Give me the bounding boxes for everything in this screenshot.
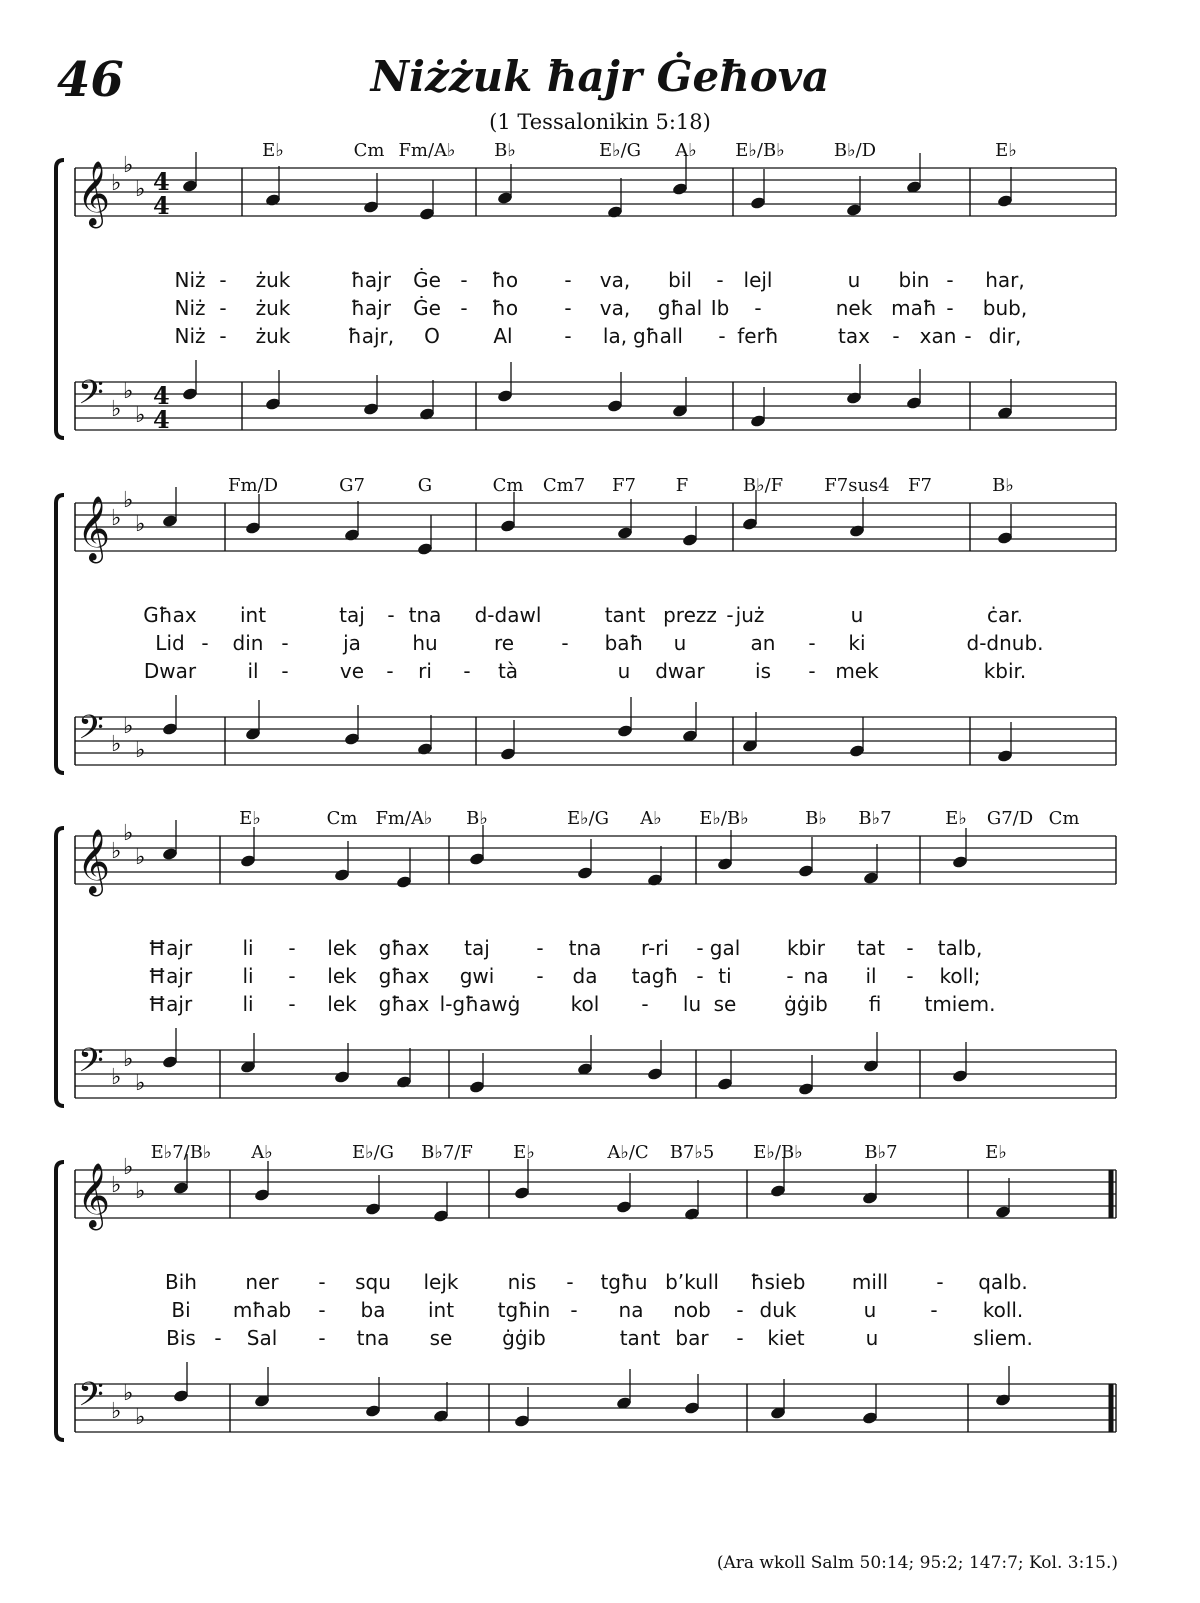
time-signature-top: 4 <box>153 381 170 410</box>
lyric-syllable: qalb. <box>978 1270 1028 1294</box>
chord-symbol: E♭/G <box>566 808 610 829</box>
lyric-syllable: prezz <box>663 603 717 627</box>
lyric-syllable: kbir. <box>983 659 1027 683</box>
flat-icon: ♭ <box>135 738 146 763</box>
scripture-reference: (1 Tessalonikin 5:18) <box>489 110 711 134</box>
syllable-hyphen: - <box>641 992 649 1016</box>
system-2 <box>0 475 1200 795</box>
lyric-syllable: tax <box>838 324 870 348</box>
flat-icon: ♭ <box>135 845 146 870</box>
syllable-hyphen: - <box>564 324 572 348</box>
chord-symbol: Cm <box>492 475 524 496</box>
flat-icon: ♭ <box>123 153 134 178</box>
lyric-syllable: dir, <box>988 324 1022 348</box>
chord-symbol: E♭ <box>513 1142 535 1163</box>
time-signature-bottom: 4 <box>153 191 170 220</box>
lyric-syllable: kbir <box>786 936 826 960</box>
lyric-syllable: u <box>617 659 631 683</box>
lyric-syllable: ġġib <box>502 1326 546 1350</box>
lyric-syllable: għax <box>378 936 430 960</box>
chord-symbol: E♭ <box>945 808 967 829</box>
lyric-syllable: ħo <box>491 268 519 292</box>
lyric-syllable: li <box>242 936 254 960</box>
flat-icon: ♭ <box>111 839 122 864</box>
lyric-line-verse-3 <box>0 992 1200 1018</box>
lyric-syllable: b’kull <box>665 1270 719 1294</box>
lyric-syllable: Ib <box>710 296 730 320</box>
lyric-syllable: żuk <box>255 268 291 292</box>
lyric-syllable: dwar <box>655 659 705 683</box>
lyric-syllable: koll; <box>939 964 981 988</box>
lyric-syllable: żuk <box>255 296 291 320</box>
chord-symbol: F7 <box>908 475 932 496</box>
syllable-hyphen: - <box>463 659 471 683</box>
flat-icon: ♭ <box>135 1179 146 1204</box>
treble-clef-icon: 𝄞 <box>77 496 111 561</box>
syllable-hyphen: - <box>754 296 762 320</box>
lyric-syllable: xan <box>919 324 957 348</box>
flat-icon: ♭ <box>111 732 122 757</box>
lyric-line-verse-1 <box>0 268 1200 294</box>
chord-symbol: E♭ <box>239 808 261 829</box>
lyric-syllable: lek <box>327 964 357 988</box>
bass-clef-icon: 𝄢 <box>78 1376 104 1422</box>
lyric-syllable: ġġib <box>784 992 828 1016</box>
chord-symbol: G <box>417 475 433 496</box>
lyric-syllable: bub, <box>982 296 1028 320</box>
chord-symbol: E♭7/B♭ <box>150 1142 212 1163</box>
syllable-hyphen: - <box>214 1326 222 1350</box>
syllable-hyphen: - <box>946 296 954 320</box>
lyric-syllable: u <box>865 1326 879 1350</box>
lyric-syllable: ri <box>418 659 432 683</box>
lyric-syllable: ki <box>848 631 866 655</box>
lyric-syllable: Niż <box>174 268 206 292</box>
lyric-syllable: maħ <box>891 296 937 320</box>
syllable-hyphen: - <box>726 603 734 627</box>
lyric-syllable: għal <box>657 296 703 320</box>
chord-symbol: B♭ <box>992 475 1014 496</box>
syllable-hyphen: - <box>318 1326 326 1350</box>
syllable-hyphen: - <box>564 296 572 320</box>
chord-symbol: B♭7/F <box>421 1142 473 1163</box>
chord-symbol: E♭/B♭ <box>699 808 749 829</box>
syllable-hyphen: - <box>696 936 704 960</box>
chord-symbol: A♭ <box>640 808 662 829</box>
lyric-syllable: gwi <box>459 964 495 988</box>
chord-symbol: B♭7 <box>864 1142 898 1163</box>
lyric-line-verse-3 <box>0 324 1200 350</box>
lyric-syllable: bin <box>898 268 930 292</box>
lyric-syllable: va, <box>599 268 631 292</box>
lyric-syllable: bar <box>675 1326 709 1350</box>
lyric-syllable: koll. <box>982 1298 1024 1322</box>
syllable-hyphen: - <box>716 268 724 292</box>
lyric-syllable: l-għawġ <box>439 992 521 1016</box>
bass-clef-icon: 𝄢 <box>78 1042 104 1088</box>
syllable-hyphen: - <box>288 936 296 960</box>
song-title: Niżżuk ħajr Ġeħova <box>370 52 830 101</box>
lyric-syllable: la, <box>602 324 628 348</box>
chord-symbol: B♭/F <box>742 475 784 496</box>
lyric-line-verse-2 <box>0 631 1200 657</box>
lyric-syllable: d-dawl <box>474 603 542 627</box>
lyric-syllable: taj <box>464 936 490 960</box>
lyric-syllable: se <box>713 992 737 1016</box>
lyric-syllable: ferħ <box>737 324 779 348</box>
chord-symbol: E♭/B♭ <box>753 1142 803 1163</box>
lyric-syllable: tà <box>497 659 519 683</box>
syllable-hyphen: - <box>536 964 544 988</box>
syllable-hyphen: - <box>318 1298 326 1322</box>
bass-clef-icon: 𝄢 <box>78 374 104 420</box>
lyric-syllable: nob <box>673 1298 711 1322</box>
chord-symbol: B♭ <box>466 808 488 829</box>
time-signature-bottom: 4 <box>153 405 170 434</box>
lyric-syllable: va, <box>599 296 631 320</box>
system-4 <box>0 1142 1200 1462</box>
lyric-syllable: ba <box>360 1298 386 1322</box>
lyric-syllable: Ħajr <box>147 992 193 1016</box>
lyric-syllable: tna <box>408 603 442 627</box>
lyric-syllable: il <box>865 964 877 988</box>
system-1 <box>0 140 1200 460</box>
syllable-hyphen: - <box>906 964 914 988</box>
lyric-syllable: Niż <box>174 324 206 348</box>
lyric-syllable: kol <box>570 992 600 1016</box>
lyric-syllable: squ <box>355 1270 391 1294</box>
lyric-syllable: Lid <box>155 631 185 655</box>
lyric-syllable: gal <box>709 936 741 960</box>
lyric-syllable: u <box>863 1298 877 1322</box>
syllable-hyphen: - <box>906 936 914 960</box>
flat-icon: ♭ <box>111 506 122 531</box>
treble-clef-icon: 𝄞 <box>77 161 111 226</box>
chord-symbol: E♭ <box>985 1142 1007 1163</box>
lyric-syllable: bil <box>668 268 692 292</box>
lyric-syllable: lu <box>682 992 702 1016</box>
chord-symbol: Fm/A♭ <box>375 808 433 829</box>
lyric-syllable: tna <box>356 1326 390 1350</box>
syllable-hyphen: - <box>786 964 794 988</box>
lyric-syllable: Dwar <box>143 659 197 683</box>
chord-symbol: Cm <box>326 808 358 829</box>
lyric-syllable: u <box>673 631 687 655</box>
syllable-hyphen: - <box>736 1326 744 1350</box>
lyric-syllable: ja <box>343 631 361 655</box>
lyric-syllable: tant <box>604 603 646 627</box>
lyric-syllable: il <box>247 659 259 683</box>
lyric-syllable: lek <box>327 936 357 960</box>
chord-symbol: A♭/C <box>607 1142 649 1163</box>
lyric-syllable: ħajr <box>351 268 391 292</box>
lyric-syllable: ħajr <box>351 296 391 320</box>
flat-icon: ♭ <box>123 1381 134 1406</box>
syllable-hyphen: - <box>892 324 900 348</box>
lyric-line-verse-1 <box>0 936 1200 962</box>
lyric-syllable: Sal <box>246 1326 278 1350</box>
treble-clef-icon: 𝄞 <box>77 829 111 894</box>
syllable-hyphen: - <box>570 1298 578 1322</box>
lyric-syllable: ti <box>718 964 732 988</box>
flat-icon: ♭ <box>111 397 122 422</box>
lyric-syllable: tagħ <box>631 964 679 988</box>
syllable-hyphen: - <box>536 936 544 960</box>
lyric-syllable: an <box>750 631 776 655</box>
chord-symbol: E♭ <box>262 140 284 161</box>
flat-icon: ♭ <box>123 714 134 739</box>
chord-symbol: E♭/G <box>598 140 642 161</box>
lyric-syllable: lejk <box>423 1270 459 1294</box>
time-signature-top: 4 <box>153 167 170 196</box>
lyric-syllable: li <box>242 964 254 988</box>
chord-symbol: Fm/D <box>227 475 279 496</box>
chord-symbol: B♭/D <box>833 140 877 161</box>
lyric-syllable: int <box>427 1298 455 1322</box>
system-3 <box>0 808 1200 1128</box>
lyric-syllable: re <box>493 631 515 655</box>
chord-symbol: B7♭5 <box>669 1142 715 1163</box>
lyric-syllable: O <box>424 324 440 348</box>
lyric-syllable: Bi <box>171 1298 191 1322</box>
lyric-syllable: da <box>572 964 598 988</box>
lyric-syllable: Ħajr <box>147 964 193 988</box>
chord-symbol: A♭ <box>675 140 697 161</box>
syllable-hyphen: - <box>219 296 227 320</box>
chord-symbol: G7/D <box>986 808 1034 829</box>
chord-symbol: E♭ <box>995 140 1017 161</box>
lyric-syllable: na <box>618 1298 644 1322</box>
chord-symbol: F <box>675 475 689 496</box>
lyric-syllable: talb, <box>937 936 983 960</box>
chord-symbol: G7 <box>339 475 365 496</box>
flat-icon: ♭ <box>123 1155 134 1180</box>
syllable-hyphen: - <box>936 1270 944 1294</box>
chord-symbol: B♭7 <box>858 808 892 829</box>
chord-symbol: E♭/G <box>351 1142 395 1163</box>
lyric-syllable: Għax <box>143 603 197 627</box>
lyric-syllable: taj <box>339 603 365 627</box>
chord-symbol: A♭ <box>251 1142 273 1163</box>
syllable-hyphen: - <box>696 964 704 988</box>
flat-icon: ♭ <box>135 1405 146 1430</box>
lyric-syllable: har, <box>985 268 1025 292</box>
lyric-syllable: Ġe <box>413 268 441 292</box>
lyric-syllable: u <box>850 603 864 627</box>
flat-icon: ♭ <box>111 171 122 196</box>
lyric-syllable: hu <box>412 631 438 655</box>
flat-icon: ♭ <box>123 488 134 513</box>
flat-icon: ♭ <box>135 512 146 537</box>
syllable-hyphen: - <box>718 324 726 348</box>
flat-icon: ♭ <box>135 177 146 202</box>
lyric-syllable: Ġe <box>413 296 441 320</box>
syllable-hyphen: - <box>288 964 296 988</box>
lyric-syllable: ħsieb <box>750 1270 806 1294</box>
footnote: (Ara wkoll Salm 50:14; 95:2; 147:7; Kol. 3:15.) <box>716 1553 1118 1573</box>
syllable-hyphen: - <box>219 268 227 292</box>
syllable-hyphen: - <box>808 659 816 683</box>
flat-icon: ♭ <box>111 1065 122 1090</box>
lyric-syllable: nek <box>835 296 873 320</box>
lyric-syllable: għax <box>378 992 430 1016</box>
lyric-syllable: kiet <box>767 1326 805 1350</box>
lyric-syllable: tat <box>857 936 885 960</box>
lyric-line-verse-1 <box>0 603 1200 629</box>
bass-clef-icon: 𝄢 <box>78 709 104 755</box>
lyric-syllable: na <box>803 964 829 988</box>
lyric-syllable: już <box>735 603 765 627</box>
lyric-syllable: għax <box>378 964 430 988</box>
lyric-syllable: li <box>242 992 254 1016</box>
lyric-syllable: fi <box>868 992 882 1016</box>
syllable-hyphen: - <box>964 324 972 348</box>
flat-icon: ♭ <box>111 1399 122 1424</box>
syllable-hyphen: - <box>808 631 816 655</box>
syllable-hyphen: - <box>281 659 289 683</box>
lyric-syllable: nis <box>507 1270 537 1294</box>
syllable-hyphen: - <box>566 1270 574 1294</box>
lyric-line-verse-2 <box>0 1298 1200 1324</box>
lyric-syllable: tmiem. <box>924 992 996 1016</box>
lyric-syllable: u <box>847 268 861 292</box>
syllable-hyphen: - <box>386 659 394 683</box>
lyric-syllable: ħo <box>491 296 519 320</box>
syllable-hyphen: - <box>318 1270 326 1294</box>
lyric-syllable: lejl <box>743 268 773 292</box>
lyric-syllable: Bis <box>166 1326 196 1350</box>
lyric-syllable: tna <box>568 936 602 960</box>
flat-icon: ♭ <box>123 821 134 846</box>
syllable-hyphen: - <box>460 296 468 320</box>
lyric-syllable: ċar. <box>987 603 1023 627</box>
lyric-line-verse-2 <box>0 964 1200 990</box>
syllable-hyphen: - <box>219 324 227 348</box>
syllable-hyphen: - <box>201 631 209 655</box>
chord-symbol: E♭/B♭ <box>735 140 785 161</box>
flat-icon: ♭ <box>135 403 146 428</box>
flat-icon: ♭ <box>111 1173 122 1198</box>
chord-symbol: B♭ <box>494 140 516 161</box>
syllable-hyphen: - <box>736 1298 744 1322</box>
syllable-hyphen: - <box>564 268 572 292</box>
chord-symbol: F7 <box>612 475 636 496</box>
lyric-line-verse-1 <box>0 1270 1200 1296</box>
syllable-hyphen: - <box>387 603 395 627</box>
chord-symbol: Cm <box>1048 808 1080 829</box>
chord-symbol: Fm/A♭ <box>398 140 456 161</box>
lyric-syllable: int <box>239 603 267 627</box>
lyric-line-verse-3 <box>0 1326 1200 1352</box>
flat-icon: ♭ <box>135 1071 146 1096</box>
lyric-syllable: ve <box>339 659 365 683</box>
lyric-syllable: duk <box>759 1298 797 1322</box>
lyric-syllable: għall <box>633 324 683 348</box>
song-number: 46 <box>57 52 124 108</box>
lyric-syllable: Bih <box>165 1270 197 1294</box>
lyric-syllable: Niż <box>174 296 206 320</box>
flat-icon: ♭ <box>123 379 134 404</box>
chord-symbol: B♭ <box>805 808 827 829</box>
lyric-syllable: sliem. <box>973 1326 1033 1350</box>
lyric-line-verse-3 <box>0 659 1200 685</box>
lyric-syllable: lek <box>327 992 357 1016</box>
lyric-syllable: tgħu <box>600 1270 648 1294</box>
chord-symbol: F7sus4 <box>824 475 890 496</box>
lyric-syllable: mill <box>851 1270 889 1294</box>
lyric-syllable: tgħin <box>497 1298 551 1322</box>
chord-symbol: Cm7 <box>542 475 586 496</box>
lyric-syllable: Al <box>493 324 513 348</box>
lyric-syllable: ner <box>245 1270 279 1294</box>
lyric-syllable: Ħajr <box>147 936 193 960</box>
flat-icon: ♭ <box>123 1047 134 1072</box>
treble-clef-icon: 𝄞 <box>77 1163 111 1228</box>
lyric-syllable: mħab <box>232 1298 292 1322</box>
lyric-syllable: żuk <box>255 324 291 348</box>
syllable-hyphen: - <box>288 992 296 1016</box>
syllable-hyphen: - <box>281 631 289 655</box>
lyric-syllable: mek <box>835 659 879 683</box>
lyric-syllable: din <box>232 631 264 655</box>
lyric-syllable: se <box>429 1326 453 1350</box>
syllable-hyphen: - <box>946 268 954 292</box>
chord-symbol: Cm <box>353 140 385 161</box>
lyric-syllable: tant <box>619 1326 661 1350</box>
syllable-hyphen: - <box>561 631 569 655</box>
syllable-hyphen: - <box>930 1298 938 1322</box>
syllable-hyphen: - <box>460 268 468 292</box>
lyric-syllable: ħajr, <box>347 324 395 348</box>
lyric-syllable: r-ri <box>641 936 669 960</box>
lyric-line-verse-2 <box>0 296 1200 322</box>
lyric-syllable: d-dnub. <box>966 631 1044 655</box>
lyric-syllable: baħ <box>604 631 644 655</box>
lyric-syllable: is <box>755 659 771 683</box>
